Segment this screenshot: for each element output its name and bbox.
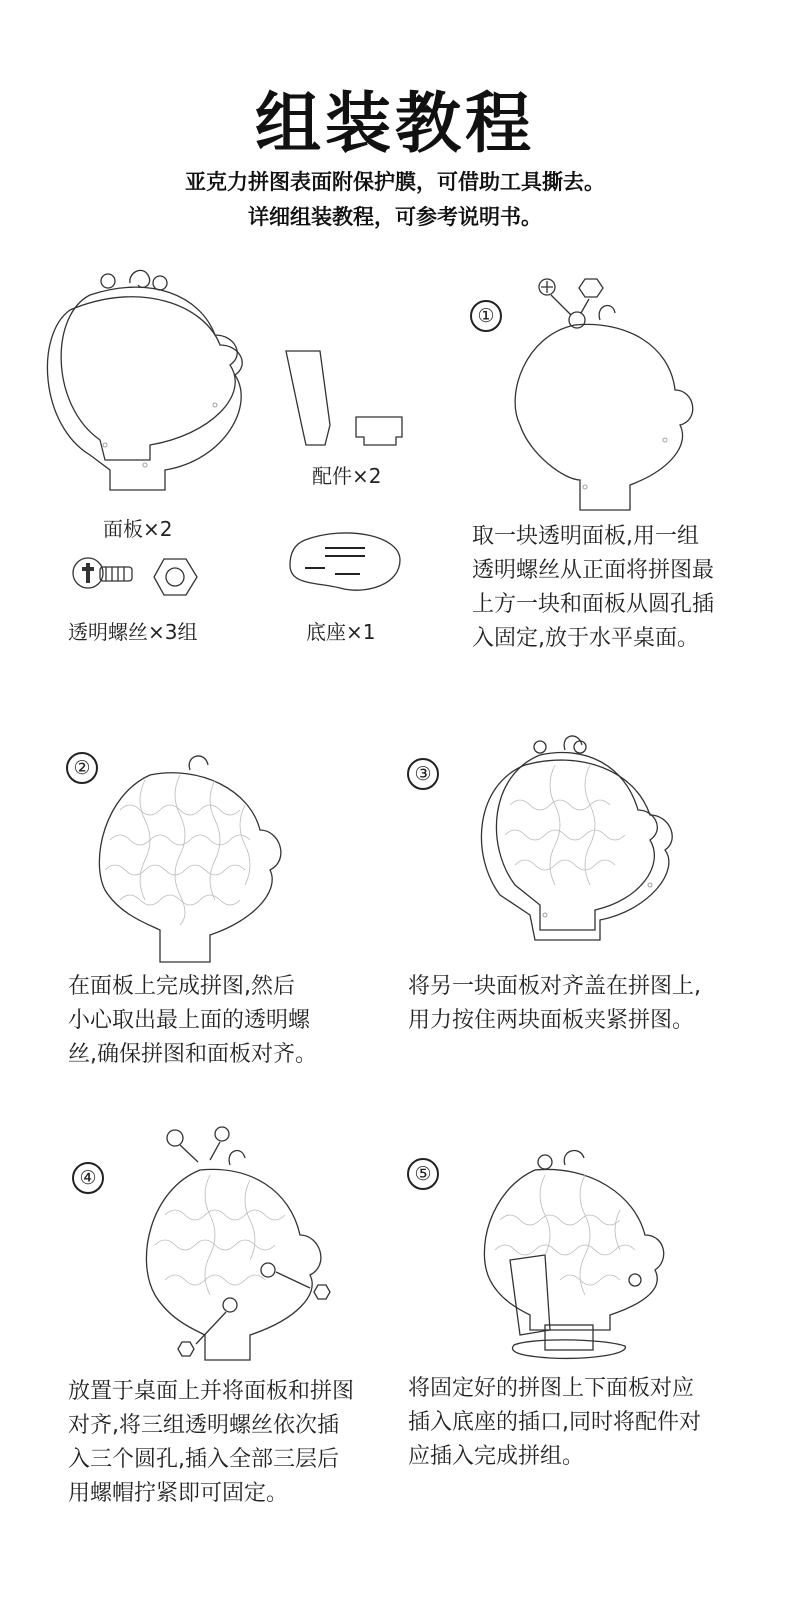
step-2-number: ② xyxy=(66,752,98,784)
step-1-number: ① xyxy=(470,300,502,332)
step-5-text-line: 插入底座的插口,同时将配件对 xyxy=(408,1410,701,1435)
subtitle-line-2: 详细组装教程，可参考说明书。 xyxy=(248,205,542,229)
page-title: 组装教程 xyxy=(255,85,535,162)
base-illustration xyxy=(285,530,405,600)
step-4-text-line: 用螺帽拧紧即可固定。 xyxy=(68,1481,289,1506)
step-3-text-line: 将另一块面板对齐盖在拼图上, xyxy=(408,974,701,999)
step-5-number: ⑤ xyxy=(407,1158,439,1190)
step-4-text-line: 对齐,将三组透明螺丝依次插 xyxy=(68,1413,339,1438)
base-label: 底座×1 xyxy=(306,620,376,644)
step-4-illustration xyxy=(130,1120,350,1365)
step-1-illustration xyxy=(505,275,705,515)
step-1-text-line: 取一块透明面板,用一组 xyxy=(472,524,699,549)
step-4-text-line: 入三个圆孔,插入全部三层后 xyxy=(68,1447,339,1472)
step-5-text-line: 应插入完成拼组。 xyxy=(408,1444,585,1469)
step-2-text-line: 丝,确保拼图和面板对齐。 xyxy=(68,1042,317,1067)
step-4-text-line: 放置于桌面上并将面板和拼图 xyxy=(68,1379,355,1404)
step-1-text-line: 入固定,放于水平桌面。 xyxy=(472,626,699,651)
step-5-illustration xyxy=(470,1140,680,1365)
subtitle-line-1: 亚克力拼图表面附保护膜，可借助工具撕去。 xyxy=(185,170,605,194)
step-2-text-line: 小心取出最上面的透明螺 xyxy=(68,1008,311,1033)
step-3-illustration xyxy=(470,725,680,965)
step-3-text-line: 用力按住两块面板夹紧拼图。 xyxy=(408,1008,695,1033)
step-3-number: ③ xyxy=(407,758,439,790)
step-1-text-line: 上方一块和面板从圆孔插 xyxy=(472,592,715,617)
accessories-illustration xyxy=(280,345,410,455)
step-4-number: ④ xyxy=(72,1162,104,1194)
screw-icon xyxy=(70,555,140,600)
step-1-text-line: 透明螺丝从正面将拼图最 xyxy=(472,558,715,583)
step-5-text-line: 将固定好的拼图上下面板对应 xyxy=(408,1376,695,1401)
step-2-text-line: 在面板上完成拼图,然后 xyxy=(68,974,295,999)
panel-label: 面板×2 xyxy=(103,517,173,541)
accessory-label: 配件×2 xyxy=(312,464,382,488)
panels-illustration xyxy=(30,255,250,495)
step-2-illustration xyxy=(90,750,290,965)
screw-label: 透明螺丝×3组 xyxy=(68,620,198,644)
nut-icon xyxy=(152,555,200,600)
